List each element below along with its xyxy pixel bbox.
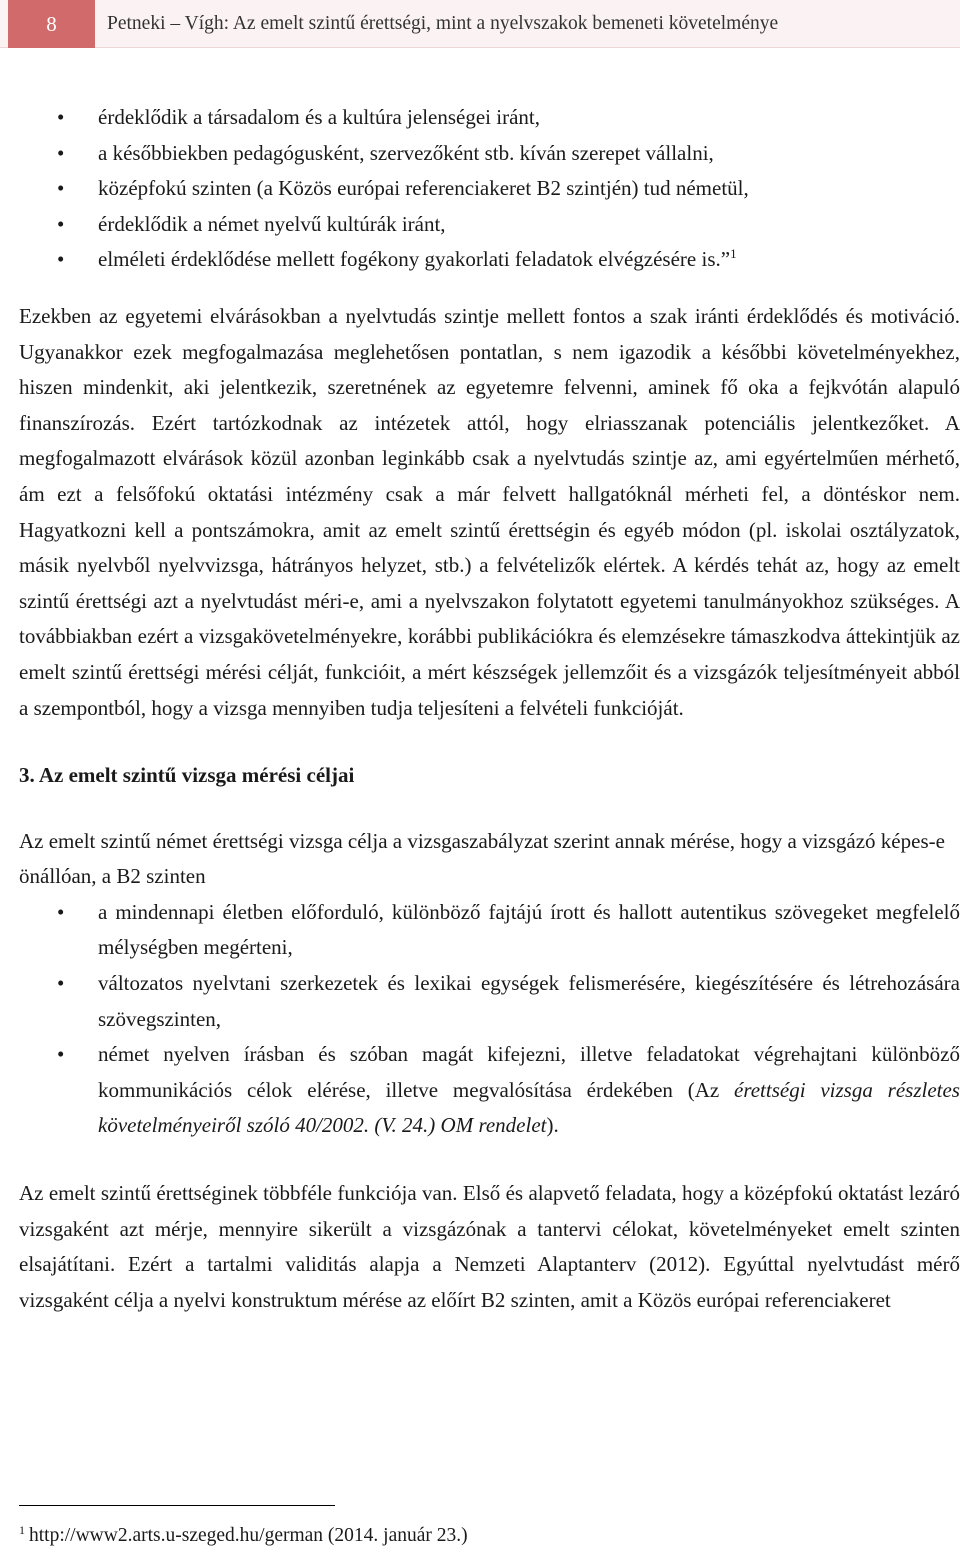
list-item: • a mindennapi életben előforduló, különböző fajtájú írott és hallott autentikus szövegeket megfelelő mélységben megérteni, bbox=[19, 895, 960, 966]
list-item: • középfokú szinten (a Közös európai referenciakeret B2 szintjén) tud németül, bbox=[19, 171, 960, 207]
paragraph: Ezekben az egyetemi elvárásokban a nyelvtudás szintje mellett fontos a szak iránti érdeklődés és motiváció. Ugyanakkor ezek megfogalmazása meglehetősen pontatlan, s nem igazodik a későbbi követelményekhez, hiszen mindenkit, aki jelentkezik, szeretnének az egyetemre felvenni, aminek fő oka a fejkvótán alapuló finanszírozás. Ezért tartózkodnak az intézetek attól, hogy elriasszanak potenciális jelentkezőket. A megfogalmazott elvárások közül azonban leginkább csak a nyelvtudás szintje az, ami egyértelműen mérhető, ám ezt a felsőfokú oktatási intézmény csak a már felvett hallgatóknál mérheti fel, a döntéskor nem. Hagyatkozni kell a pontszámokra, amit az emelt szintű érettségin és egyéb módon (pl. iskolai osztályzatok, másik nyelvből nyelvvizsga, hátrányos helyzet, stb.) a felvételizők elértek. A kérdés tehát az, hogy az emelt szintű érettségi azt a nyelvtudást méri-e, ami a nyelvszakon folytatott egyetemi tanulmányokhoz szükséges. A továbbiakban ezért a vizsgakövetelményekre, korábbi publikációkra és elemzésekre támaszkodva áttekintjük az emelt szintű érettségi mérési célját, funkcióit, a mért készségek jellemzőit és a vizsgázók teljesítményeit abból a szempontból, hogy a vizsga mennyiben tudja teljesíteni a felvételi funkcióját. bbox=[19, 303, 960, 720]
list-item bbox=[19, 1037, 960, 1144]
page-body bbox=[19, 100, 960, 1318]
list-item-text: német nyelven írásban és szóban magát kifejezni, illetve feladatokat végrehajtani különböző kommunikációs célok elérése, illetve megvalósítása érdekében (Az bbox=[98, 1042, 960, 1102]
requirements-list bbox=[19, 100, 960, 278]
list-item: • változatos nyelvtani szerkezetek és lexikai egységek felismerésére, kiegészítésére és létrehozására szövegszinten, bbox=[19, 966, 960, 1037]
paragraph: Az emelt szintű érettséginek többféle funkciója van. Első és alapvető feladata, hogy a középfokú oktatást lezáró vizsgaként azt mérje, mennyire sikerült a vizsgázónak a tantervi célokat, követelményeket emelt szinten elsajátítani. Ezért a tartalmi validitás alapja a Nemzeti Alaptanterv (2012). Egyúttal nyelvtudást mérő vizsgaként célja a nyelvi konstruktum mérése az előírt B2 szinten, amit a Közös európai referenciakeret bbox=[19, 1181, 960, 1312]
list-item: • érdeklődik a társadalom és a kultúra jelenségei iránt, bbox=[19, 100, 960, 136]
list-item bbox=[19, 242, 960, 278]
page-header bbox=[0, 0, 960, 48]
footnote-reference[interactable]: 1 bbox=[730, 246, 737, 262]
footnote-separator bbox=[19, 1505, 335, 1506]
running-title: Petneki – Vígh: Az emelt szintű érettségi, mint a nyelvszakok bemeneti követelménye bbox=[0, 0, 960, 48]
list-item-text: elméleti érdeklődése mellett fogékony gyakorlati feladatok elvégzésére is.” bbox=[98, 247, 731, 272]
paragraph: Az emelt szintű német érettségi vizsga célja a vizsgaszabályzat szerint annak mérése, hogy a vizsgázó képes-e önállóan, a B2 szinten bbox=[19, 828, 945, 889]
list-item-text-end: ). bbox=[546, 1113, 559, 1138]
page-number: 8 bbox=[8, 0, 95, 48]
footnote-text[interactable]: http://www2.arts.u-szeged.hu/german (2014. január 23.) bbox=[29, 1525, 468, 1546]
exam-goals-list bbox=[19, 895, 960, 1144]
regulation-citation: érettségi vizsga részletes követelményeiről szóló 40/2002. (V. 24.) OM rendelet bbox=[98, 1077, 960, 1138]
list-item: • a későbbiekben pedagógusként, szervezőként stb. kíván szerepet vállalni, bbox=[19, 136, 960, 172]
section-heading: 3. Az emelt szintű vizsga mérési céljai bbox=[19, 763, 355, 788]
list-item: • érdeklődik a német nyelvű kultúrák iránt, bbox=[19, 207, 960, 243]
footnote bbox=[19, 1522, 468, 1550]
footnote-mark: 1 bbox=[19, 1522, 25, 1537]
